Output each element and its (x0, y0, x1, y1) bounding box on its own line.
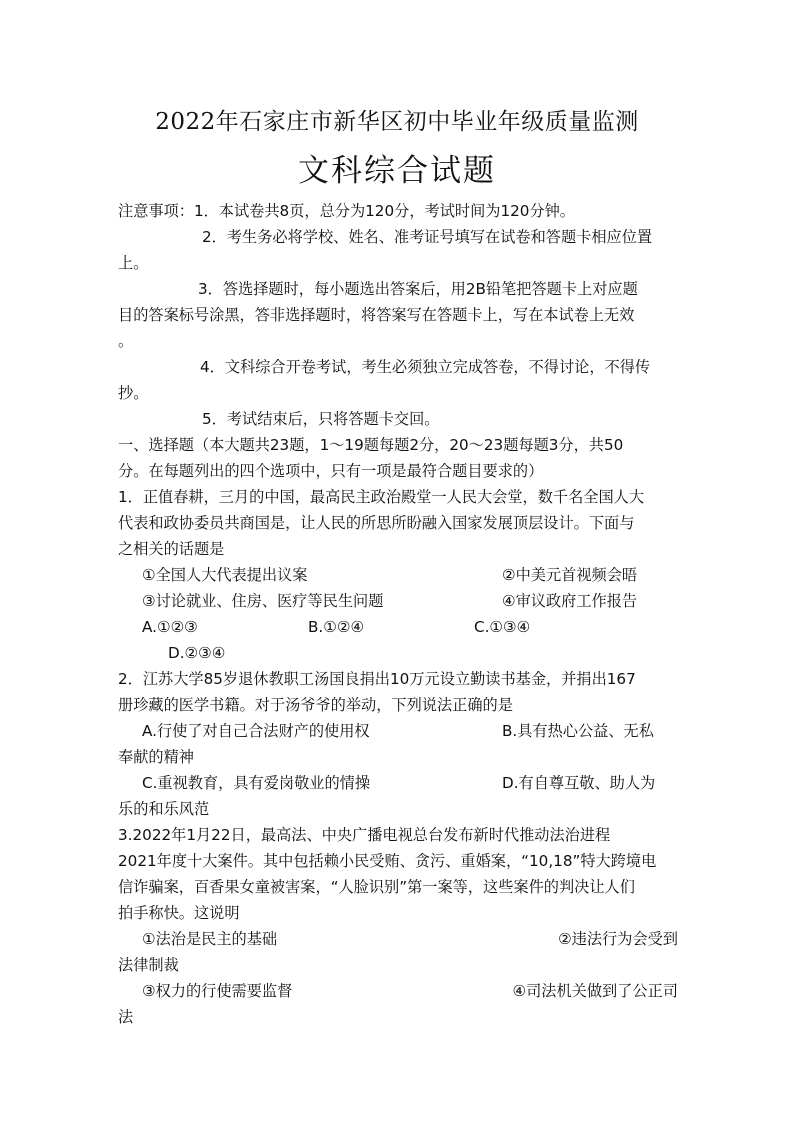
q1-options-row-1 (118, 562, 678, 588)
notice-item-3-end: 。 (118, 332, 134, 350)
notice-item-5: 5．考试结束后，只将答题卡交回。 (202, 410, 440, 428)
q3-stem-3: 信诈骗案，百香果女童被害案，“人脸识别”第一案等，这些案件的判决让人们 (118, 878, 635, 896)
q1-option-1: ①全国人大代表提出议案 (142, 566, 308, 584)
q2-stem-2: 册珍藏的医学书籍。对于汤爷爷的举动，下列说法正确的是 (118, 696, 513, 714)
q2-choice-b-cont: 奉献的精神 (118, 748, 194, 766)
section-heading: 一、选择题（本大题共23题，1～19题每题2分，20～23题每题3分，共50 (118, 436, 624, 454)
q1-choice-a: A.①②③ (142, 618, 198, 636)
q3-stem-4: 拍手称快。这说明 (118, 904, 240, 922)
q1-option-3: ③讨论就业、住房、医疗等民生问题 (142, 592, 384, 610)
notice-item-4: 4．文科综合开卷考试，考生必须独立完成答卷，不得讨论，不得传 (200, 358, 651, 376)
notice-line-1: 注意事项：1．本试卷共8页，总分为120分，考试时间为120分钟。 (118, 202, 575, 220)
q2-choices-row-1 (118, 718, 678, 744)
notice-item-2: 2．考生务必将学校、姓名、准考证号填写在试卷和答题卡相应位置 (202, 228, 653, 246)
notice-item-3: 3．答选择题时，每小题选出答案后，用2B铅笔把答题卡上对应题 (198, 280, 638, 298)
exam-subtitle: 文科综合试题 (298, 153, 496, 189)
q1-option-4: ④审议政府工作报告 (502, 592, 638, 610)
q2-choice-c: C.重视教育，具有爱岗敬业的情操 (142, 774, 371, 792)
notice-item-4-cont: 抄。 (118, 384, 149, 402)
q1-option-2: ②中美元首视频会晤 (502, 566, 638, 584)
section-heading-cont: 分。在每题列出的四个选项中，只有一项是最符合题目要求的） (118, 462, 544, 480)
q2-choices-row-2 (118, 770, 678, 796)
notice-item-3-cont: 目的答案标号涂黑，答非选择题时，将答案写在答题卡上，写在本试卷上无效 (118, 306, 635, 324)
q3-option-2: ②违法行为会受到 (558, 930, 678, 948)
q3-option-4-cont: 法 (118, 1008, 134, 1026)
q3-options-row-2 (118, 978, 678, 1004)
q3-option-2-cont: 法律制裁 (118, 956, 179, 974)
q2-choice-b: B.具有热心公益、无私 (502, 722, 654, 740)
q2-stem: 2．江苏大学85岁退休教职工汤国良捐出10万元设立勤读书基金，并捐出167 (118, 670, 636, 688)
exam-body (118, 198, 678, 1030)
q1-stem-3: 之相关的话题是 (118, 540, 225, 558)
q3-option-4: ④司法机关做到了公正司 (512, 982, 678, 1000)
exam-title: 2022年石家庄市新华区初中毕业年级质量监测 (155, 109, 639, 135)
q1-stem-2: 代表和政协委员共商国是，让人民的所思所盼融入国家发展顶层设计。下面与 (118, 514, 635, 532)
q3-option-1: ①法治是民主的基础 (142, 930, 278, 948)
q3-stem-2: 2021年度十大案件。其中包括赖小民受贿、贪污、重婚案，“10,18”特大跨境电 (118, 852, 657, 870)
q2-choice-a: A.行使了对自己合法财产的使用权 (142, 722, 370, 740)
q3-option-3: ③权力的行使需要监督 (142, 982, 293, 1000)
notice-item-2-cont: 上。 (118, 254, 149, 272)
q1-choice-c: C.①③④ (474, 618, 531, 636)
q3-options-row-1 (118, 926, 678, 952)
q1-stem: 1．正值春耕，三月的中国，最高民主政治殿堂一人民大会堂，数千名全国人大 (118, 488, 645, 506)
q1-choices (118, 614, 678, 640)
q1-choice-d: D.②③④ (168, 644, 226, 662)
q2-choice-d-cont: 乐的和乐风范 (118, 800, 210, 818)
q1-options-row-2 (118, 588, 678, 614)
q3-stem: 3.2022年1月22日，最高法、中央广播电视总台发布新时代推动法治进程 (118, 826, 611, 844)
q2-choice-d: D.有自尊互敬、助人为 (502, 774, 656, 792)
q1-choice-b: B.①②④ (308, 618, 365, 636)
